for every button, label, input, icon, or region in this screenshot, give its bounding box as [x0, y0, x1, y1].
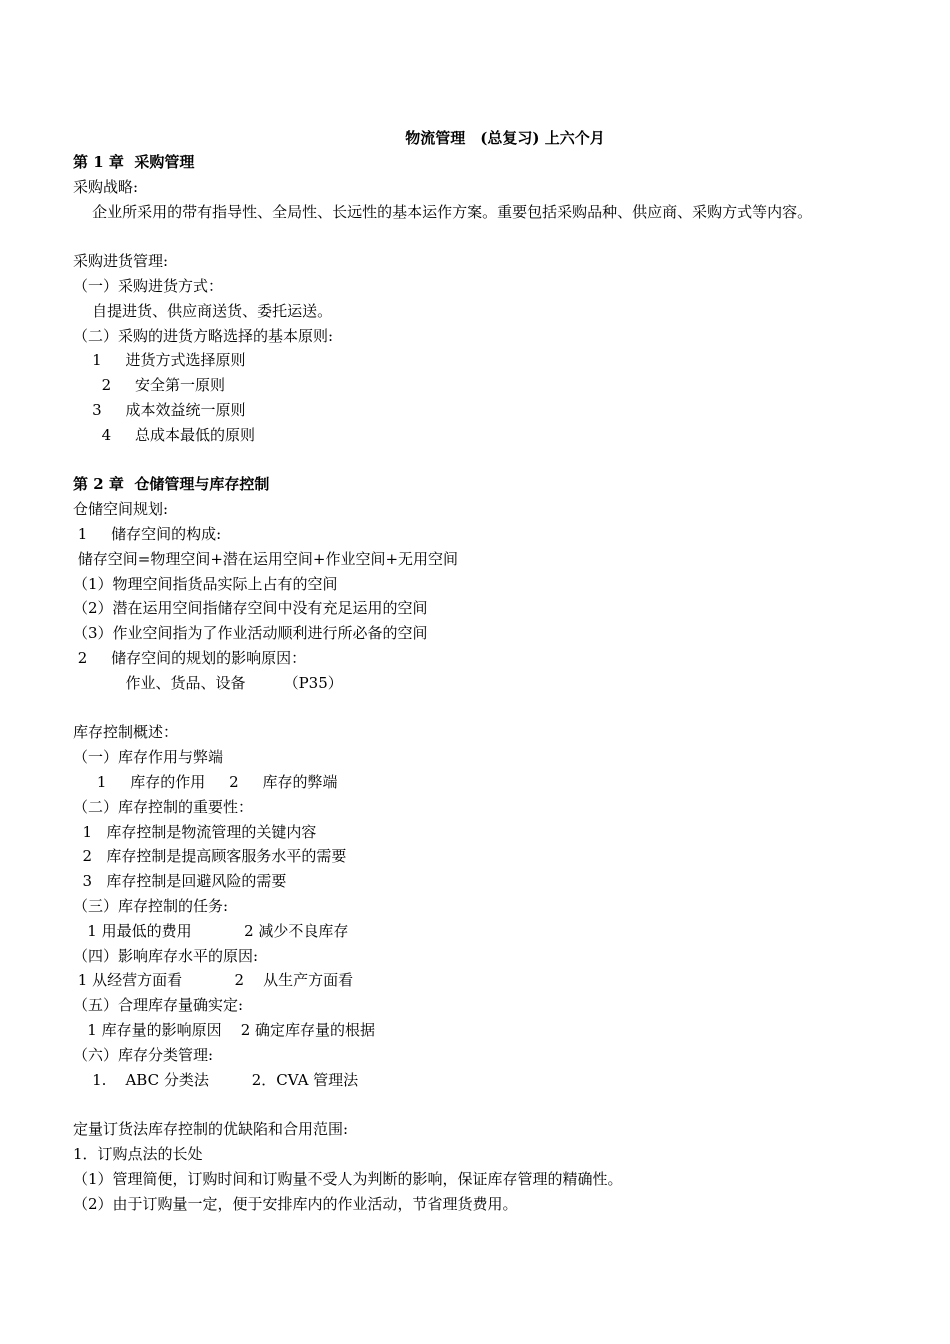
text-line: （五）合理库存量确实定:: [73, 996, 244, 1015]
text-line: （四）影响库存水平的原因:: [73, 946, 259, 965]
text-line: （3）作业空间指为了作业活动顺利进行所必备的空间: [73, 624, 428, 643]
text-line: （1）物理空间指货品实际上占有的空间: [73, 574, 338, 593]
text-line: 仓储空间规划:: [73, 500, 169, 519]
text-line: 1 进货方式选择原则: [73, 351, 246, 370]
text-line: 1 储存空间的构成:: [73, 525, 222, 543]
text-line: 企业所采用的带有指导性、全局性、长远性的基本运作方案。重要包括采购品种、供应商、采购方式等内容。: [73, 202, 813, 221]
text-line: 作业、货品、设备 （P35）: [73, 673, 343, 692]
chapter-heading: 第 2 章 仓储管理与库存控制: [73, 475, 270, 494]
text-line: （2）潜在运用空间指储存空间中没有充足运用的空间: [73, 599, 428, 618]
document-title: 物流管理 (总复习) 上六个月: [405, 129, 605, 147]
text-line: （六）库存分类管理:: [73, 1045, 214, 1064]
text-line: （1）管理简便，订购时间和订购量不受人为判断的影响，保证库存管理的精确性。: [73, 1169, 623, 1188]
text-line: （2）由于订购量一定，便于安排库内的作业活动，节省理货费用。: [73, 1194, 518, 1213]
text-line: 3 库存控制是回避风险的需要: [73, 872, 287, 891]
text-line: 库存控制概述：: [73, 723, 179, 742]
text-line: 2 安全第一原则: [73, 376, 225, 395]
text-line: 2 库存控制是提高顾客服务水平的需要: [73, 847, 347, 866]
text-line: 储存空间=物理空间+潜在运用空间+作业空间+无用空间: [73, 549, 459, 568]
text-line: （二）采购的进货方略选择的基本原则:: [73, 326, 334, 345]
text-line: （二）库存控制的重要性：: [73, 797, 254, 816]
text-line: 定量订货法库存控制的优缺陷和合用范围:: [73, 1120, 349, 1139]
text-line: 采购战略:: [73, 177, 139, 196]
text-line: 3 成本效益统一原则: [73, 401, 246, 419]
text-line: 自提进货、供应商送货、委托运送。: [73, 301, 333, 320]
text-line: 1 从经营方面看 2 从生产方面看: [73, 971, 354, 990]
text-line: 1 用最低的费用 2 减少不良库存: [73, 921, 349, 940]
text-line: 4 总成本最低的原则: [73, 425, 255, 444]
text-line: 采购进货管理:: [73, 252, 169, 271]
text-line: 2 储存空间的规划的影响原因：: [73, 649, 307, 667]
text-line: 1 库存控制是物流管理的关键内容: [73, 822, 317, 841]
text-line: （一）采购进货方式：: [73, 277, 224, 295]
text-line: （一）库存作用与弊端: [73, 748, 224, 767]
text-line: （三）库存控制的任务:: [73, 897, 229, 915]
text-line: 1 库存的作用 2 库存的弊端: [73, 773, 338, 791]
text-line: 1 库存量的影响原因 2 确定库存量的根据: [73, 1021, 376, 1039]
text-line: 1．订购点法的长处: [73, 1145, 203, 1163]
chapter-heading: 第 1 章 采购管理: [73, 153, 195, 171]
text-line: 1. ABC 分类法 2．CVA 管理法: [73, 1070, 359, 1089]
